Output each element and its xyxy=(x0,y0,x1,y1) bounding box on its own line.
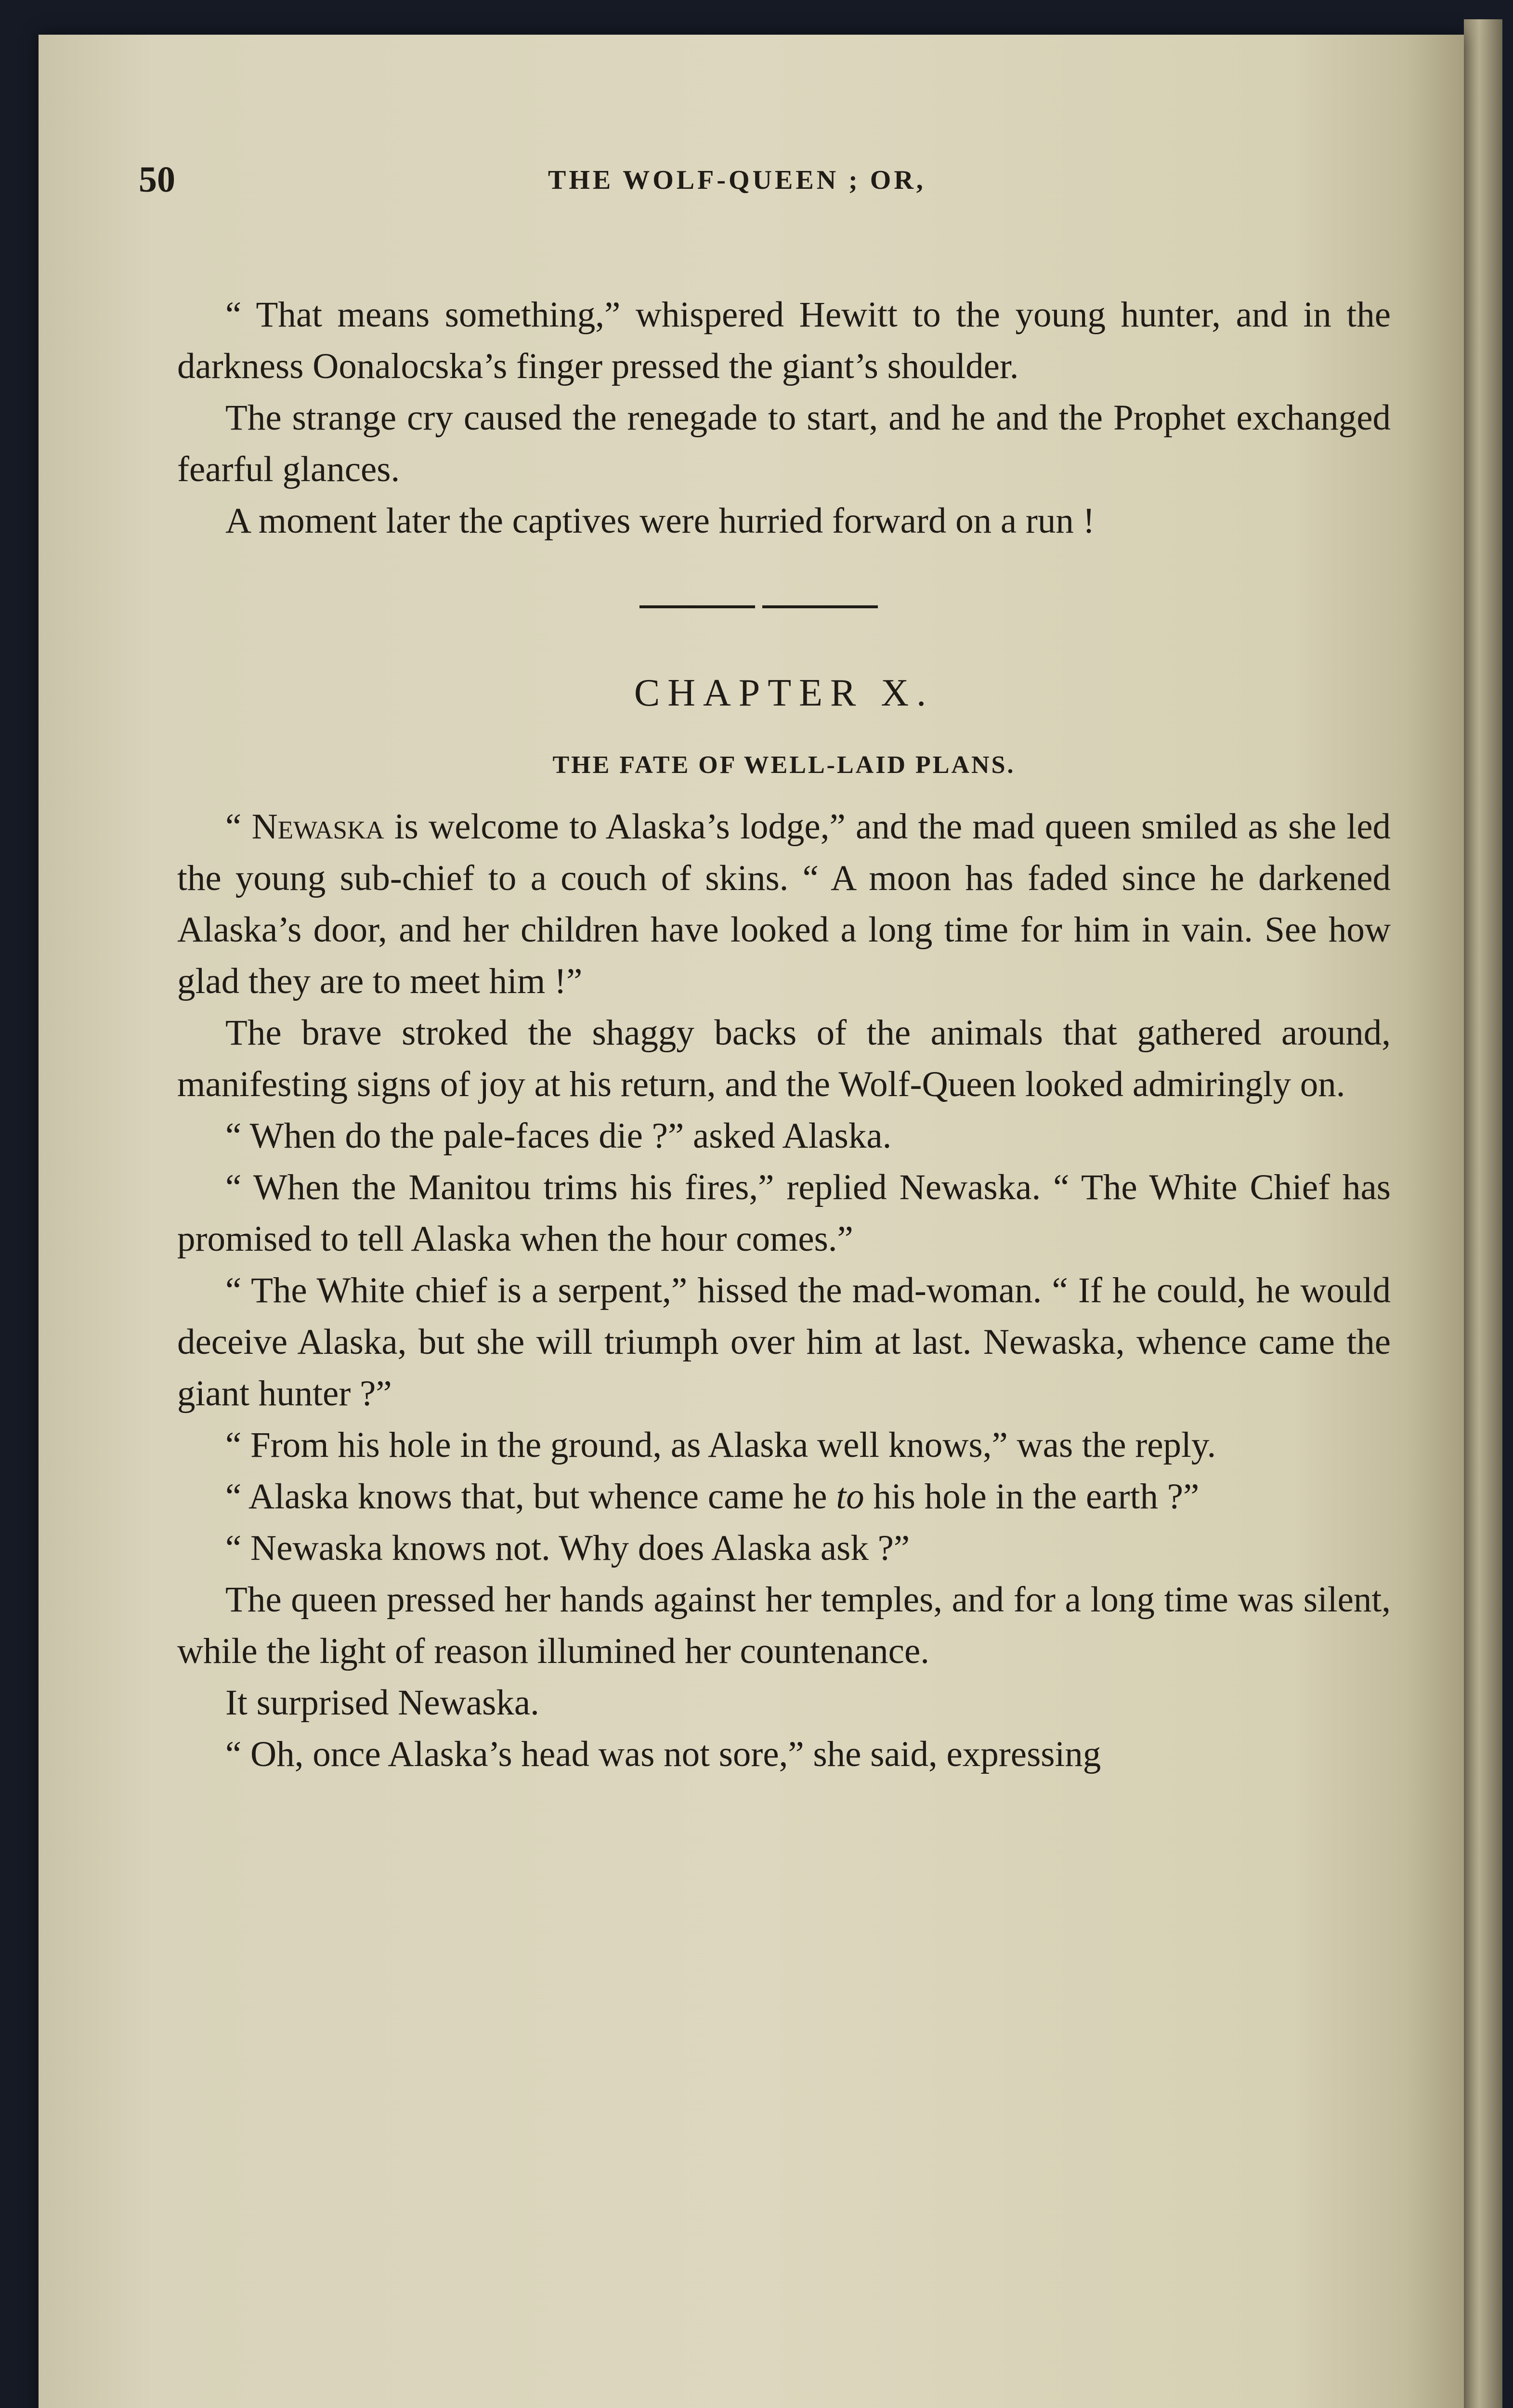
paragraph: It surprised Newaska. xyxy=(225,1683,539,1723)
paragraph: A moment later the captives were hurried forward on a run ! xyxy=(225,501,1095,541)
paragraph: “ When do the pale-faces die ?” asked Alaska. xyxy=(225,1116,892,1156)
body-text xyxy=(177,289,1391,1780)
paragraph: “ That means something,” whispered Hewitt to the young hunter, and in the darkness Oonalocska’s finger pressed the giant’s shoulder. xyxy=(177,295,1391,386)
open-quote: “ xyxy=(225,807,252,847)
page-edge xyxy=(1464,19,1502,2408)
paragraph-text: expressing xyxy=(946,1734,1101,1774)
lead-word: Newaska xyxy=(251,807,384,847)
paragraph: The queen pressed her hands against her temples, and for a long time was silent, while the light of reason illumined her countenance. xyxy=(177,1580,1391,1671)
paragraph: The strange cry caused the renegade to start, and he and the Prophet exchanged fearful glances. xyxy=(177,398,1391,489)
paragraph-text: his hole in the earth ?” xyxy=(864,1477,1200,1517)
paragraph: “ Newaska knows not. Why does Alaska ask ?” xyxy=(225,1528,910,1568)
chapter-subtitle: THE FATE OF WELL-LAID PLANS. xyxy=(552,751,1016,779)
page-number: 50 xyxy=(139,159,175,200)
paragraph: The brave stroked the shaggy backs of the animals that gathered around, manifesting signs of joy at his return, and the Wolf-Queen looked admiringly on. xyxy=(177,1013,1391,1104)
paragraph: “ The White chief is a serpent,” hissed the mad-woman. “ If he could, he would deceive Alaska, but she will triumph over him at last. Newaska, whence came the giant hunter ?” xyxy=(177,1270,1391,1413)
paragraph-text: is welcome to Alaska’s lodge,” and the mad queen smiled as she led the young sub-chief to a couch of skins. “ A moon has faded since he darkened Alaska’s door, and her children have looked a long time for him in vain. See how glad they are to meet him !” xyxy=(177,807,1391,1001)
paragraph-text: “ Oh, once Alaska’s head was not sore,” she said, xyxy=(225,1734,947,1774)
divider-rule xyxy=(639,605,755,608)
paragraph xyxy=(177,1471,1391,1522)
paragraph: “ When the Manitou trims his fires,” replied Newaska. “ The White Chief has promised to tell Alaska when the hour comes.” xyxy=(177,1167,1391,1259)
running-head: THE WOLF-QUEEN ; OR, xyxy=(548,165,926,195)
chapter-title: CHAPTER X. xyxy=(634,672,934,714)
paragraph xyxy=(177,801,1391,1007)
paragraph: “ From his hole in the ground, as Alaska well knows,” was the reply. xyxy=(225,1425,1216,1465)
divider-rule xyxy=(762,605,878,608)
paragraph xyxy=(177,1728,1391,1780)
paragraph-text: “ Alaska knows that, but whence came he xyxy=(225,1477,836,1517)
emphasis: to xyxy=(836,1477,864,1517)
page-header xyxy=(139,159,1391,217)
section-divider xyxy=(177,580,1391,635)
